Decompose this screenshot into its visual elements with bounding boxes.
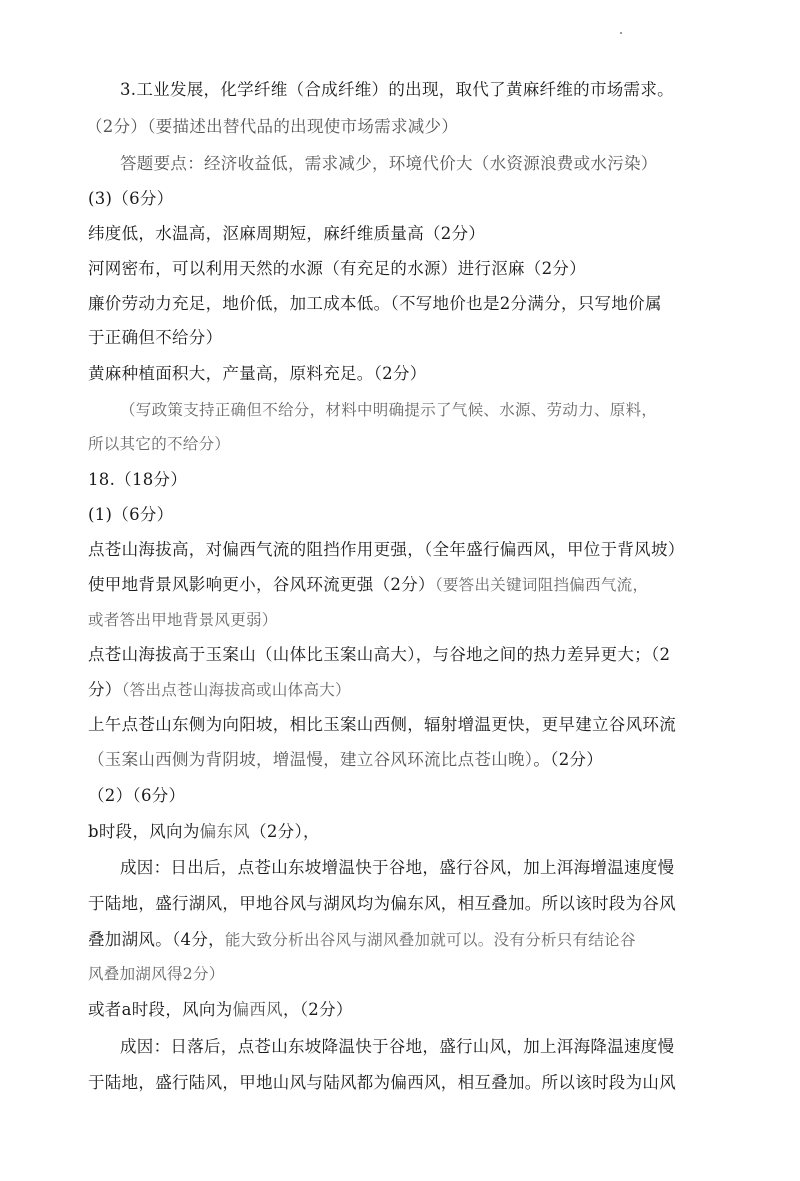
text-line-1 — [120, 78, 674, 102]
text-span: 所以其它的不给分） — [88, 435, 231, 453]
text-span: 廉价劳动力充足，地价低，加工成本低。（不写地价也是2分满分，只写地价属 — [88, 294, 662, 313]
text-line-28 — [120, 1035, 674, 1059]
text-line-3 — [120, 152, 658, 176]
text-span: 黄麻种植面积大，产量高，原料充足。（2分） — [88, 364, 427, 383]
text-span: （2分）（要描述出替代品的出现使市场需求减少） — [86, 117, 459, 136]
page-speck — [620, 32, 622, 34]
text-span: 或者答出甲地背景风更弱） — [88, 611, 278, 629]
text-line-19 — [88, 713, 676, 737]
text-span: 上午点苍山东侧为向阳坡，相比玉案山西侧，辐射增温更快，更早建立谷风环流 — [88, 715, 676, 734]
text-span: 分） — [88, 680, 122, 699]
text-span: 风叠加湖风得2分） — [88, 965, 225, 983]
text-line-23 — [120, 856, 674, 880]
text-span: 3.工业发展，化学纤维（合成纤维）的出现，取代了黄麻纤维的市场需求。 — [120, 80, 674, 99]
text-span: (1)（6分） — [88, 505, 174, 524]
text-span: （2分）， — [250, 822, 320, 841]
text-line-4 — [88, 187, 173, 211]
text-line-16 — [88, 608, 278, 632]
text-line-12 — [88, 468, 187, 492]
text-line-2 — [86, 115, 458, 139]
text-line-5 — [88, 222, 485, 246]
text-span: 点苍山海拔高于玉案山（山体比玉案山高大），与谷地之间的热力差异更大；（2 — [88, 645, 671, 664]
text-span-note: （答出点苍山海拔高或山体高大） — [121, 681, 351, 699]
text-span: （2）（6分） — [88, 786, 186, 805]
text-line-15 — [88, 573, 648, 597]
text-span: 叠加湖风。（4分， — [88, 930, 225, 949]
text-span-gray: （玉案山西侧为背阴坡，增温慢，建立谷风环流比点苍山晚） — [88, 750, 534, 769]
text-span: 使甲地背景风影响更小，谷风环流更强（2分） — [88, 575, 435, 594]
text-line-8 — [88, 326, 222, 350]
text-span: 成因：日落后，点苍山东坡降温快于谷地，盛行山风，加上洱海降温速度慢 — [120, 1037, 675, 1056]
text-span: 答题要点：经济收益低，需求减少，环境代价大（水资源浪费或水污染） — [120, 154, 658, 173]
text-span: ，（2分） — [282, 1000, 353, 1019]
text-line-7 — [88, 292, 662, 316]
text-line-26 — [88, 962, 225, 986]
text-line-29 — [88, 1071, 676, 1095]
text-span: （写政策支持正确但不给分，材料中明确提示了气候、水源、劳动力、原料， — [120, 401, 658, 419]
text-line-10 — [120, 398, 657, 422]
text-line-22 — [88, 820, 320, 844]
text-span-gray: 偏西风 — [232, 1000, 283, 1019]
text-span: (3)（6分） — [88, 189, 174, 208]
text-line-18 — [88, 678, 351, 702]
text-span: 于陆地，盛行湖风，甲地谷风与湖风均为偏东风，相互叠加。所以该时段为谷风 — [88, 894, 676, 913]
text-span: b时段，风向为 — [88, 822, 200, 841]
text-line-25 — [88, 928, 636, 952]
text-line-17 — [88, 643, 670, 667]
text-span: 或者a时段，风向为 — [88, 1000, 233, 1019]
text-span: 点苍山海拔高，对偏西气流的阻挡作用更强，（全年盛行偏西风，甲位于背风坡） — [88, 540, 685, 559]
text-line-13 — [88, 503, 173, 527]
text-span: 于陆地，盛行陆风，甲地山风与陆风都为偏西风，相互叠加。所以该时段为山风 — [88, 1073, 676, 1092]
text-span: 。（2分） — [533, 750, 604, 769]
text-line-9 — [88, 362, 427, 386]
text-line-24 — [88, 892, 676, 916]
text-line-20 — [88, 748, 603, 772]
text-line-6 — [88, 257, 586, 281]
text-line-27 — [88, 998, 353, 1022]
text-span-note: 能大致分析出谷风与湖风叠加就可以。没有分析只有结论谷 — [224, 931, 636, 949]
text-span: 成因：日出后，点苍山东坡增温快于谷地，盛行谷风，加上洱海增温速度慢 — [120, 858, 675, 877]
text-span-gray: 偏东风 — [199, 822, 251, 841]
text-line-14 — [88, 538, 685, 562]
text-line-21 — [88, 784, 185, 808]
text-line-11 — [88, 432, 230, 456]
text-span: 于正确但不给分） — [88, 328, 223, 347]
text-span: 河网密布，可以利用天然的水源（有充足的水源）进行沤麻（2分） — [88, 259, 586, 278]
text-span-note: （要答出关键词阻挡偏西气流， — [434, 576, 649, 594]
text-span: 18.（18分） — [88, 470, 188, 489]
text-span: 纬度低，水温高，沤麻周期短，麻纤维质量高（2分） — [88, 224, 486, 243]
